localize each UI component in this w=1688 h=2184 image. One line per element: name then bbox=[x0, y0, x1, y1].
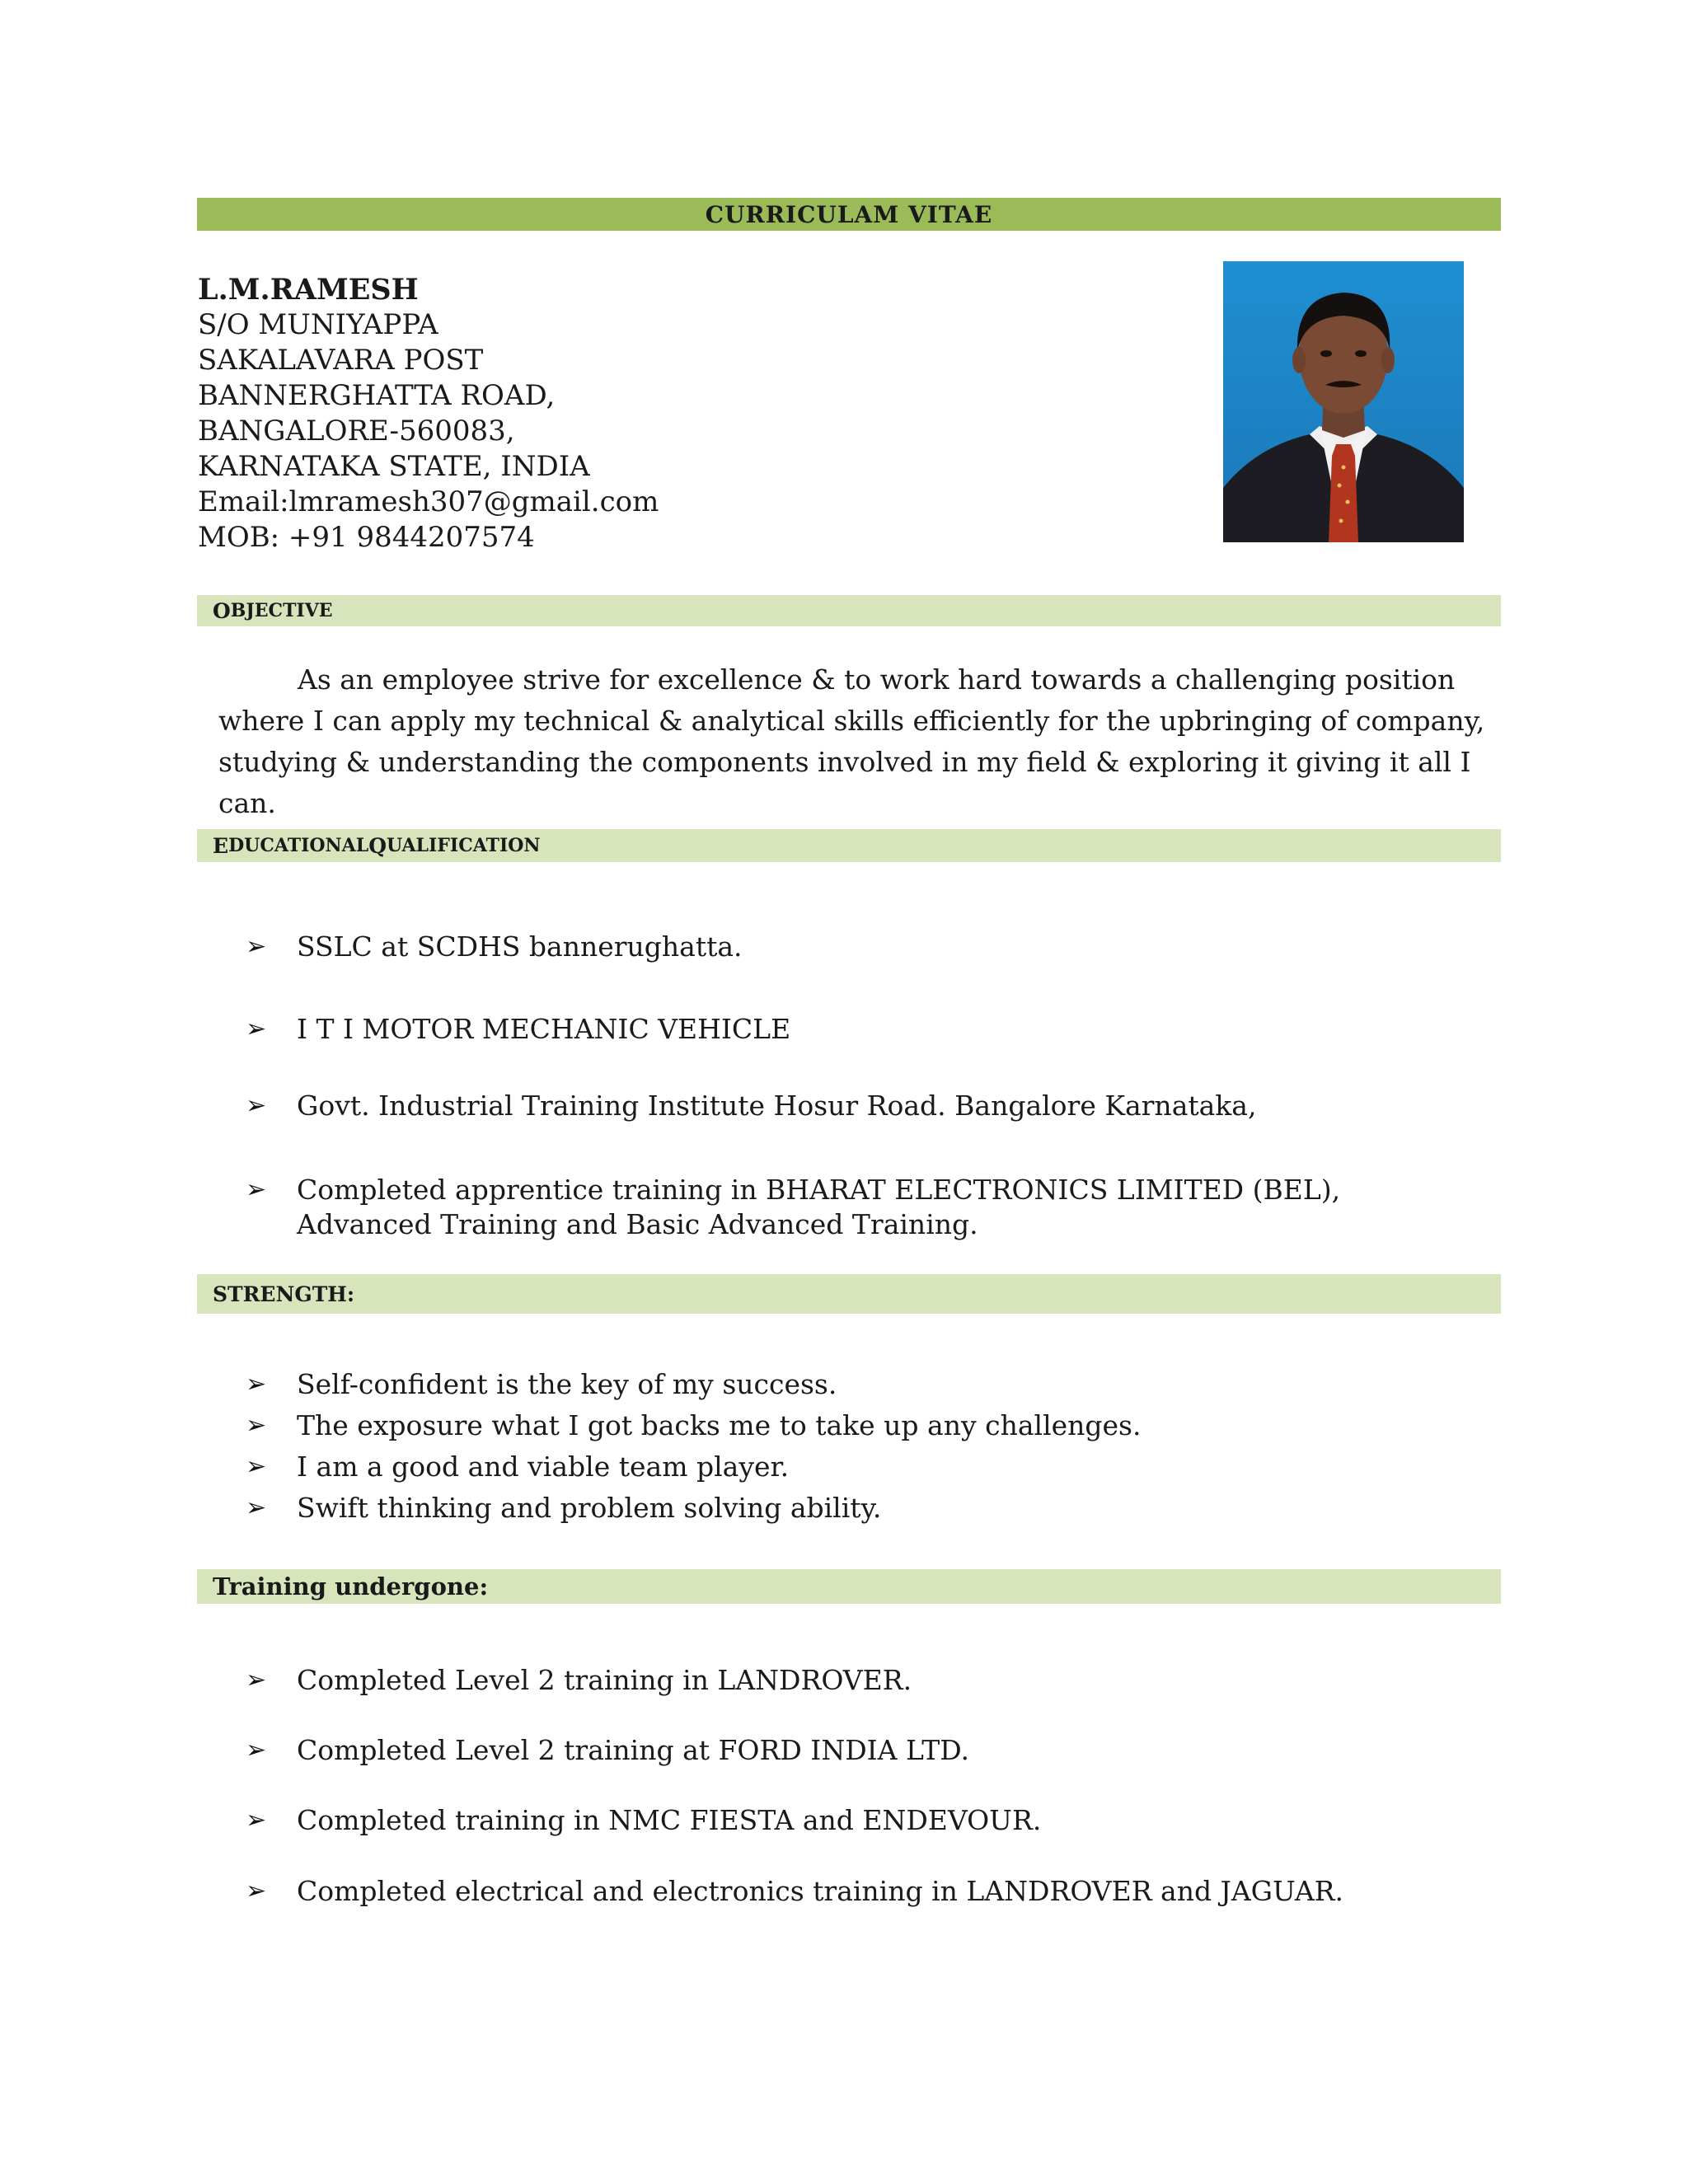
document-title: CURRICULAM VITAE bbox=[197, 198, 1501, 231]
education-title-initial: E bbox=[213, 833, 229, 858]
strength-item: ➢ The exposure what I got backs me to take up any challenges. bbox=[246, 1409, 1142, 1441]
contact-line: SAKALAVARA POST bbox=[198, 344, 484, 377]
education-title-rest: DUCATIONAL bbox=[228, 835, 369, 856]
education-item: ➢ I T I MOTOR MECHANIC VEHICLE bbox=[246, 1013, 791, 1045]
candidate-name: L.M.RAMESH bbox=[198, 273, 419, 307]
contact-email: Email:lmramesh307@gmail.com bbox=[198, 485, 659, 518]
arrowhead-bullet-icon: ➢ bbox=[246, 1015, 267, 1043]
strength-item: ➢ Self-confident is the key of my success. bbox=[246, 1368, 837, 1400]
contact-block bbox=[198, 272, 659, 555]
arrowhead-bullet-icon: ➢ bbox=[246, 1806, 267, 1835]
arrowhead-bullet-icon: ➢ bbox=[246, 1175, 267, 1204]
education-section-header bbox=[197, 829, 1501, 862]
contact-phone: MOB: +91 9844207574 bbox=[198, 521, 535, 554]
objective-title-initial: O bbox=[213, 598, 231, 623]
person-portrait-icon bbox=[1223, 261, 1464, 542]
contact-line: BANGALORE-560083, bbox=[198, 415, 515, 448]
training-item: ➢ Completed electrical and electronics training in LANDROVER and JAGUAR. bbox=[246, 1875, 1343, 1907]
education-title-initial-2: Q bbox=[368, 833, 387, 858]
arrowhead-bullet-icon: ➢ bbox=[246, 1091, 267, 1120]
arrowhead-bullet-icon: ➢ bbox=[246, 1493, 267, 1522]
contact-line: S/O MUNIYAPPA bbox=[198, 308, 438, 341]
training-item: ➢ Completed Level 2 training in LANDROVER. bbox=[246, 1664, 912, 1696]
arrowhead-bullet-icon: ➢ bbox=[246, 1736, 267, 1765]
education-item: ➢ SSLC at SCDHS bannerughatta. bbox=[246, 930, 743, 963]
objective-section-header bbox=[197, 595, 1501, 626]
objective-title-rest: BJECTIVE bbox=[230, 600, 333, 621]
arrowhead-bullet-icon: ➢ bbox=[246, 1666, 267, 1694]
strength-section-header: STRENGTH: bbox=[197, 1274, 1501, 1314]
objective-text: As an employee strive for excellence & to work hard towards a challenging position where I can apply my technical & analytical skills efficiently for the upbringing of company, studying & understanding the components involved in my field & exploring it giving it all I can. bbox=[218, 663, 1485, 819]
education-title-rest-2: UALIFICATION bbox=[386, 835, 541, 856]
strength-item: ➢ Swift thinking and problem solving ability. bbox=[246, 1492, 882, 1524]
arrowhead-bullet-icon: ➢ bbox=[246, 1411, 267, 1440]
arrowhead-bullet-icon: ➢ bbox=[246, 932, 267, 961]
strength-item: ➢ I am a good and viable team player. bbox=[246, 1451, 790, 1483]
arrowhead-bullet-icon: ➢ bbox=[246, 1877, 267, 1905]
training-item: ➢ Completed training in NMC FIESTA and ENDEVOUR. bbox=[246, 1804, 1042, 1836]
education-item: ➢ Completed apprentice training in BHARAT ELECTRONICS LIMITED (BEL), Advanced Training and Basic Advanced Training. bbox=[246, 1174, 1341, 1240]
arrowhead-bullet-icon: ➢ bbox=[246, 1370, 267, 1399]
training-item: ➢ Completed Level 2 training at FORD INDIA LTD. bbox=[246, 1734, 970, 1766]
contact-line: KARNATAKA STATE, INDIA bbox=[198, 450, 590, 483]
education-item: ➢ Govt. Industrial Training Institute Hosur Road. Bangalore Karnataka, bbox=[246, 1090, 1257, 1122]
arrowhead-bullet-icon: ➢ bbox=[246, 1452, 267, 1481]
training-section-header: Training undergone: bbox=[197, 1569, 1501, 1604]
contact-line: BANNERGHATTA ROAD, bbox=[198, 379, 556, 412]
